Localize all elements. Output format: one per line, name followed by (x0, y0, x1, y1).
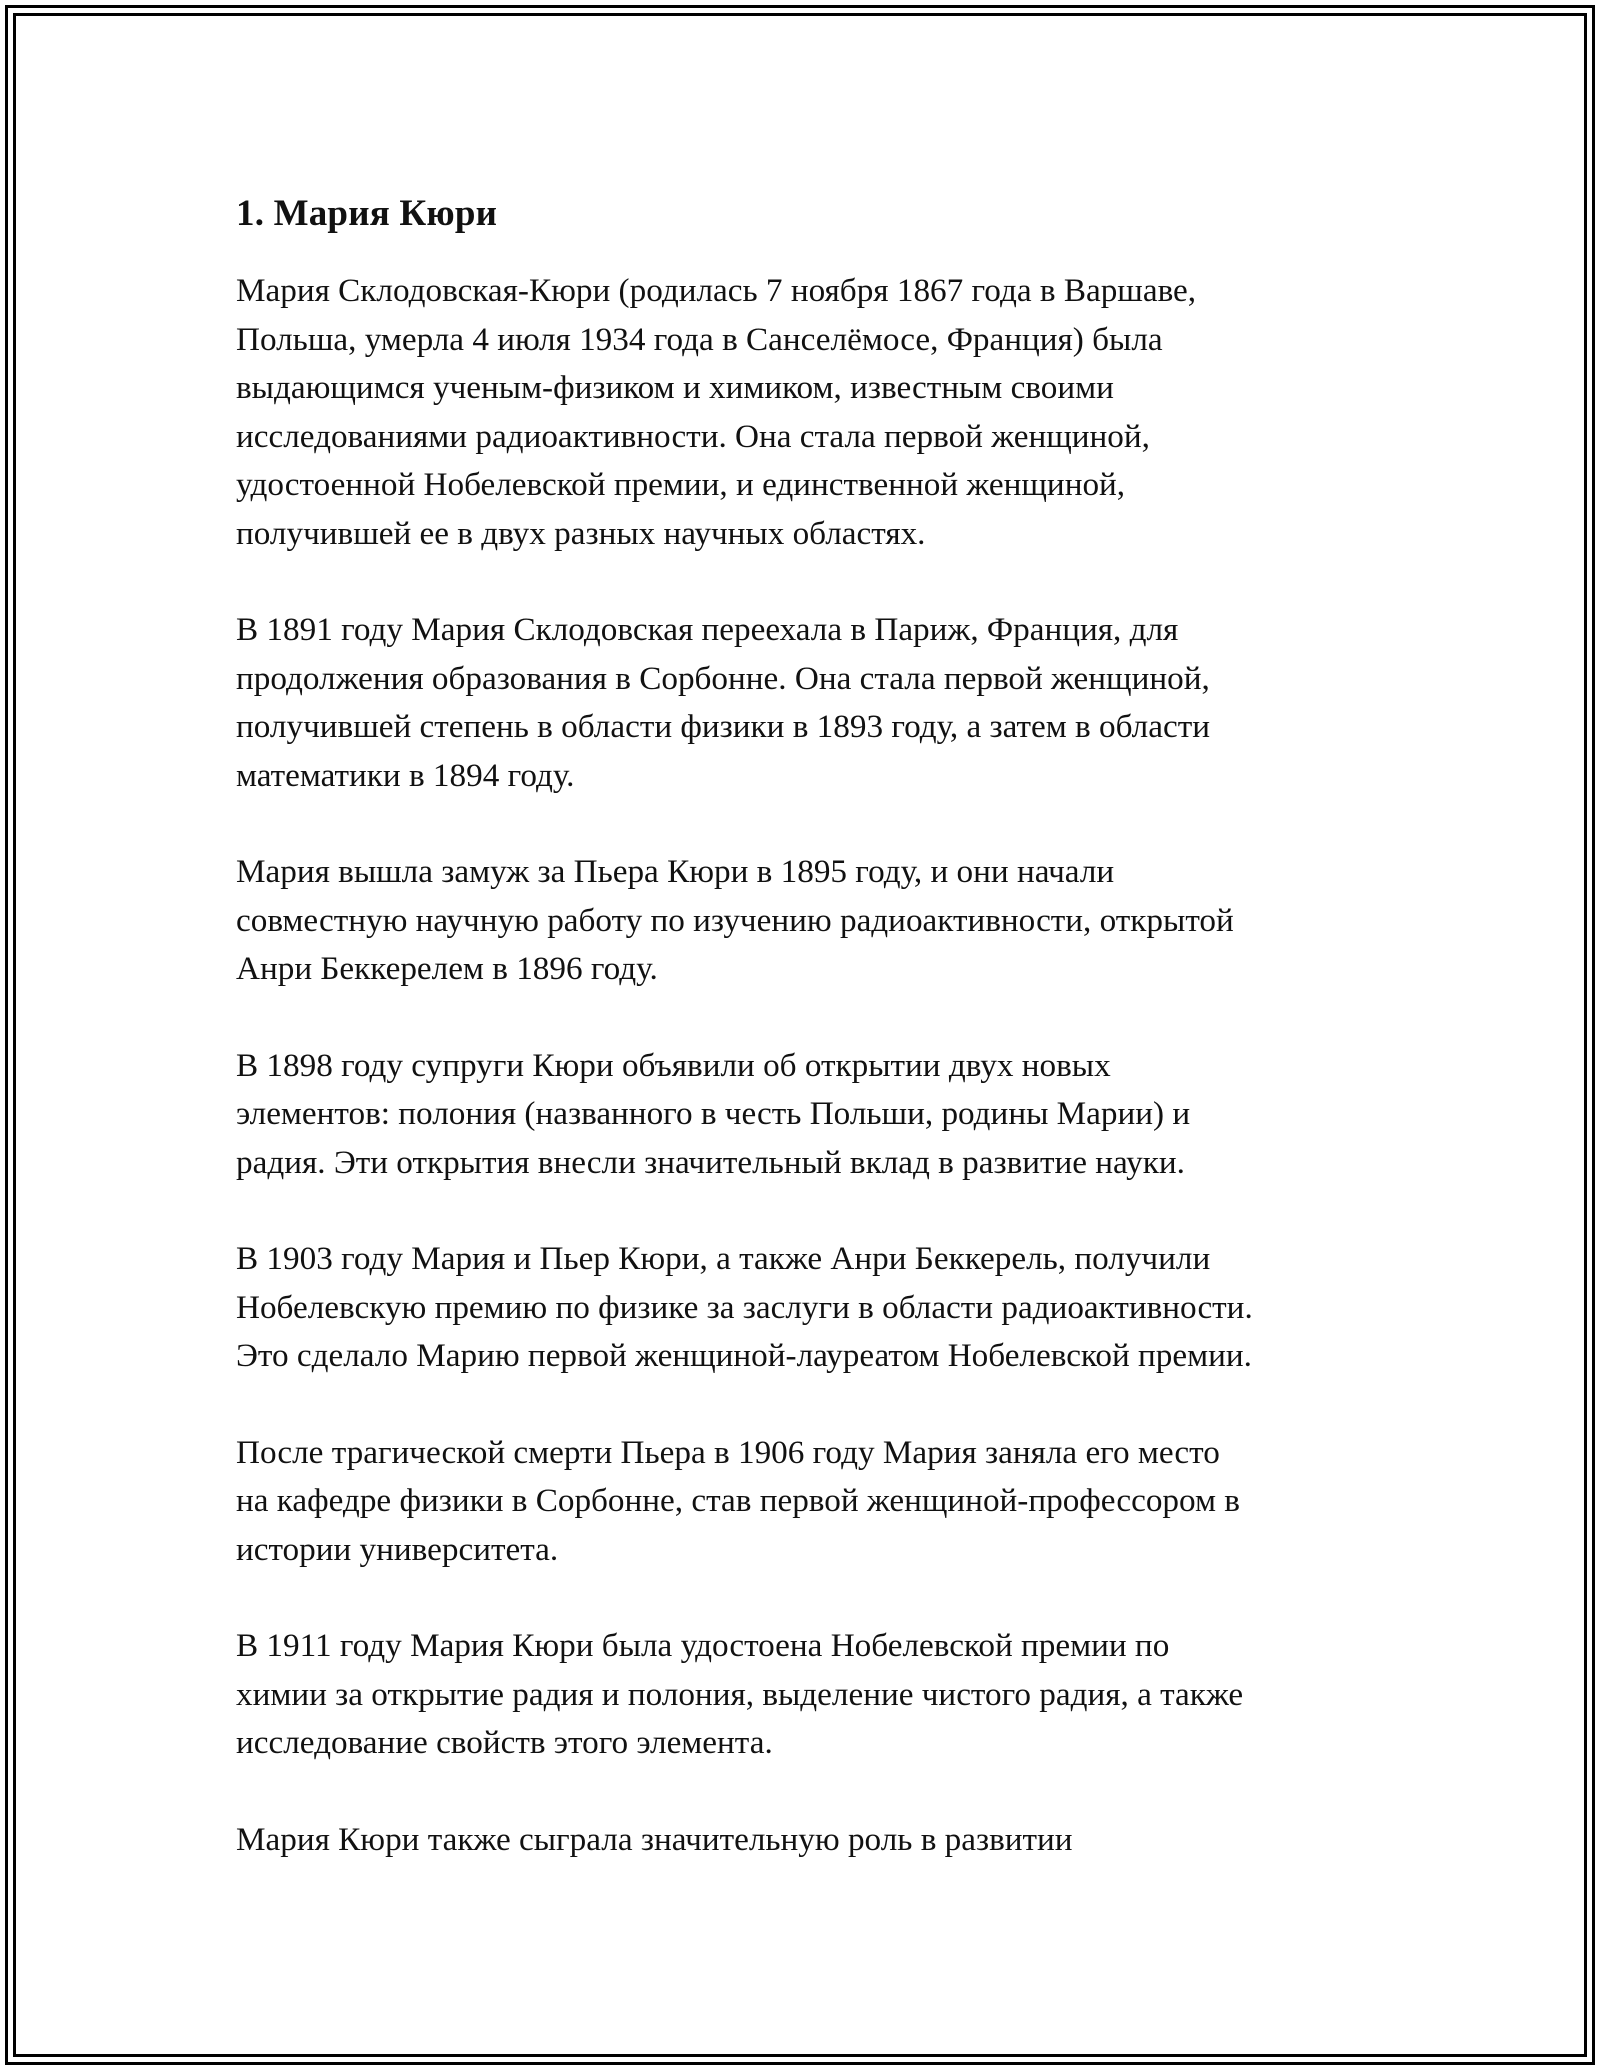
paragraph-biography: Мария Склодовская-Кюри (родилась 7 ноября 1867 года в Варшаве, Польша, умерла 4 июля 1934 года в Санселёмосе, Франция) была выдающимся ученым-физиком и химиком, известным своими исследованиями радиоактивности. Она стала первой женщиной, удостоенной Нобелевской премии, и единственной женщиной, получившей ее в двух разных научных областях. (236, 272, 1197, 552)
paragraph-nobel-physics: В 1903 году Мария и Пьер Кюри, а также Анри Беккерель, получили Нобелевскую премию по физике за заслуги в области радиоактивности. Это сделало Марию первой женщиной-лауреатом Нобелевской премии. (236, 1240, 1253, 1374)
paragraph-nobel-chemistry: В 1911 году Мария Кюри была удостоена Нобелевской премии по химии за открытие радия и полония, выделение чистого радия, а также исследование свойств этого элемента. (236, 1627, 1244, 1761)
paragraph-paris-education: В 1891 году Мария Склодовская переехала в Париж, Франция, для продолжения образования в Сорбонне. Она стала первой женщиной, получившей степень в области физики в 1893 году, а затем в области математики в 1894 году. (236, 611, 1210, 794)
document-body (236, 186, 1396, 1912)
document-heading: 1. Мария Кюри (236, 193, 498, 234)
paragraph-discovery-elements: В 1898 году супруги Кюри объявили об открытии двух новых элементов: полония (названного в честь Польши, родины Марии) и радия. Эти открытия внесли значительный вклад в развитие науки. (236, 1046, 1191, 1181)
paragraph-contribution: Мария Кюри также сыграла значительную роль в развитии (236, 1820, 1073, 1858)
paragraph-marriage: Мария вышла замуж за Пьера Кюри в 1895 году, и они начали совместную научную работу по изучению радиоактивности, открытой Анри Беккерелем в 1896 году. (236, 853, 1234, 987)
paragraph-professorship: После трагической смерти Пьера в 1906 году Мария заняла его место на кафедре физики в Сорбонне, став первой женщиной-профессором в истории университета. (236, 1433, 1240, 1568)
